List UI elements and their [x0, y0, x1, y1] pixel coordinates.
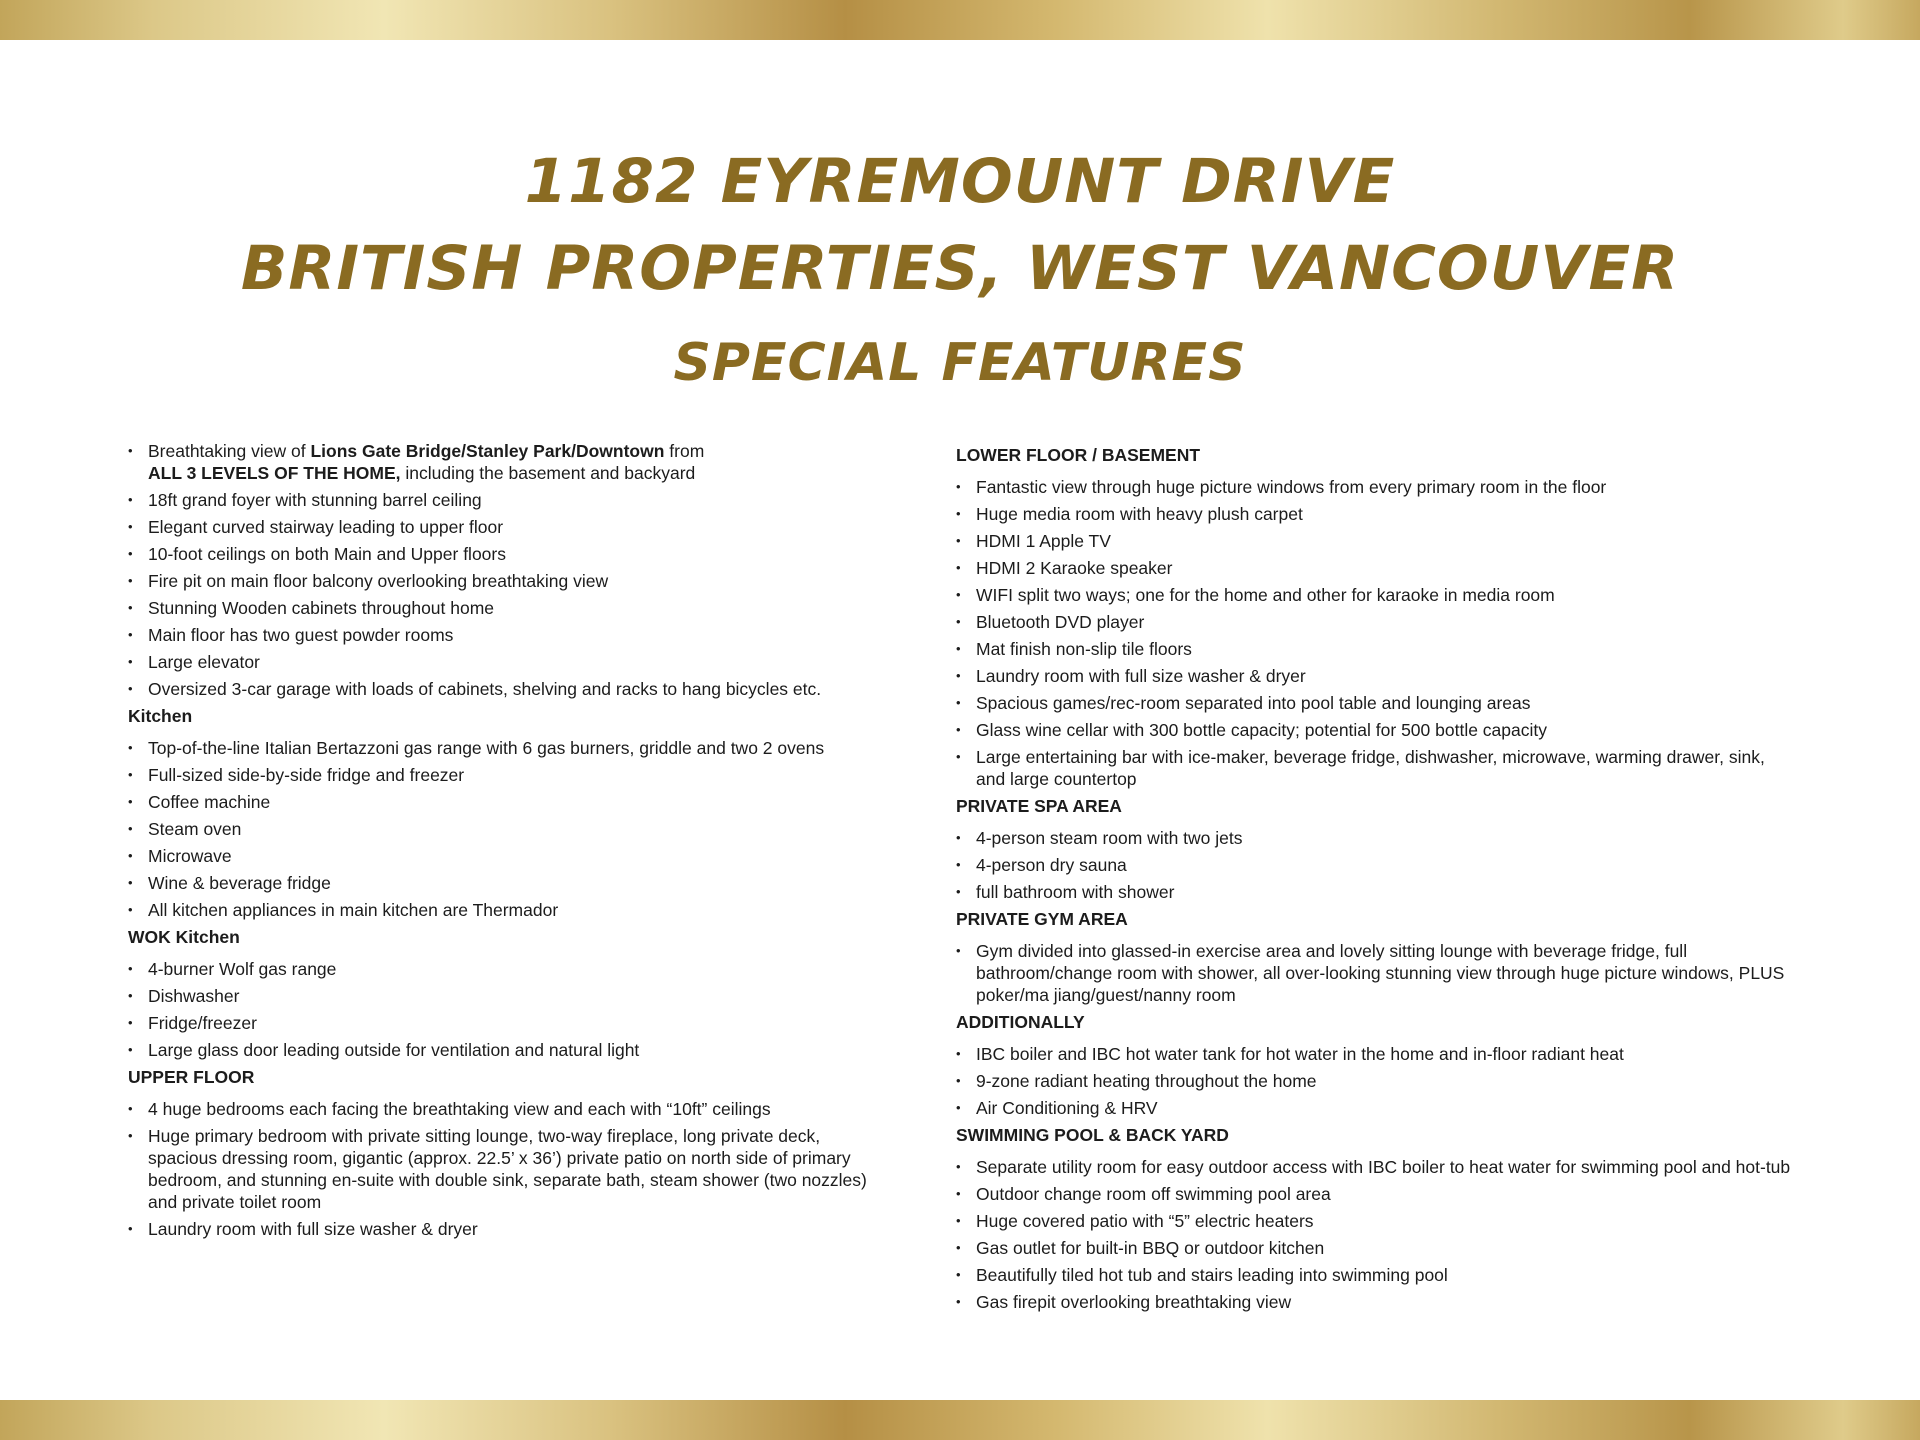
section-heading-upper-floor: UPPER FLOOR: [128, 1067, 255, 1087]
title-special-features: SPECIAL FEATURES: [673, 333, 1247, 393]
list-item: • Full-sized side-by-side fridge and freezer: [128, 764, 888, 786]
list-item: • 10-foot ceilings on both Main and Upper floors: [128, 543, 888, 565]
title-location: BRITISH PROPERTIES, WEST VANCOUVER: [240, 233, 1680, 304]
list-item: • Stunning Wooden cabinets throughout home: [128, 597, 888, 619]
list-item: • Large glass door leading outside for ventilation and natural light: [128, 1039, 888, 1061]
spa-feature-list: [956, 827, 1796, 903]
list-item: • Beautifully tiled hot tub and stairs leading into swimming pool: [956, 1264, 1796, 1286]
list-item: • Large elevator: [128, 651, 888, 673]
list-item: • Gym divided into glassed-in exercise area and lovely sitting lounge with beverage fridge, full bathroom/change room with shower, all over-looking stunning view through huge picture windows, PLUS poker/ma jiang/guest/nanny room: [956, 940, 1796, 1006]
list-item: • Separate utility room for easy outdoor access with IBC boiler to heat water for swimming pool and hot-tub: [956, 1156, 1796, 1178]
top-gold-band: [0, 0, 1920, 40]
list-item: • Top-of-the-line Italian Bertazzoni gas range with 6 gas burners, griddle and two 2 ovens: [128, 737, 888, 759]
upper-floor-feature-list: [128, 1098, 888, 1240]
list-item: • Fridge/freezer: [128, 1012, 888, 1034]
additional-feature-list: [956, 1043, 1796, 1119]
list-item: • Huge media room with heavy plush carpet: [956, 503, 1796, 525]
list-item: • Wine & beverage fridge: [128, 872, 888, 894]
list-item: • Glass wine cellar with 300 bottle capacity; potential for 500 bottle capacity: [956, 719, 1796, 741]
list-item: • Bluetooth DVD player: [956, 611, 1796, 633]
list-item: • 4 huge bedrooms each facing the breathtaking view and each with “10ft” ceilings: [128, 1098, 888, 1120]
list-item: • Huge covered patio with “5” electric heaters: [956, 1210, 1796, 1232]
list-item: • Air Conditioning & HRV: [956, 1097, 1796, 1119]
list-item: • Coffee machine: [128, 791, 888, 813]
list-item: • Mat finish non-slip tile floors: [956, 638, 1796, 660]
section-heading-kitchen: Kitchen: [128, 706, 193, 726]
list-item: • Fire pit on main floor balcony overlooking breathtaking view: [128, 570, 888, 592]
left-column: [128, 440, 888, 1245]
list-item: • Oversized 3-car garage with loads of cabinets, shelving and racks to hang bicycles etc.: [128, 678, 888, 700]
list-item: • Outdoor change room off swimming pool area: [956, 1183, 1796, 1205]
bottom-gold-band: [0, 1400, 1920, 1440]
list-item: • Laundry room with full size washer & dryer: [956, 665, 1796, 687]
list-item: • 4-person dry sauna: [956, 854, 1796, 876]
list-item: • IBC boiler and IBC hot water tank for hot water in the home and in-floor radiant heat: [956, 1043, 1796, 1065]
list-item: • Dishwasher: [128, 985, 888, 1007]
list-item: • 4-burner Wolf gas range: [128, 958, 888, 980]
section-heading-gym: PRIVATE GYM AREA: [956, 909, 1128, 929]
section-heading-spa: PRIVATE SPA AREA: [956, 796, 1122, 816]
pool-feature-list: [956, 1156, 1796, 1313]
list-item: • Gas outlet for built-in BBQ or outdoor kitchen: [956, 1237, 1796, 1259]
list-item: • Huge primary bedroom with private sitting lounge, two-way fireplace, long private deck, spacious dressing room, gigantic (approx. 22.5’ x 36’) private patio on north side of primary bedroom, and stunning en-suite with double sink, separate bath, steam shower (two nozzles) and private toilet room: [128, 1125, 888, 1213]
section-heading-pool: SWIMMING POOL & BACK YARD: [956, 1125, 1229, 1145]
list-item: • Breathtaking view of Lions Gate Bridge/Stanley Park/Downtown from ALL 3 LEVELS OF THE HOME, including the basement and backyard: [128, 440, 888, 484]
highlight-locations: Lions Gate Bridge/Stanley Park/Downtown: [310, 441, 665, 461]
section-heading-lower-floor: LOWER FLOOR / BASEMENT: [956, 445, 1201, 465]
lower-floor-feature-list: [956, 476, 1796, 790]
list-item: • Gas firepit overlooking breathtaking view: [956, 1291, 1796, 1313]
list-item: • WIFI split two ways; one for the home and other for karaoke in media room: [956, 584, 1796, 606]
list-item: • Elegant curved stairway leading to upper floor: [128, 516, 888, 538]
list-item: • Microwave: [128, 845, 888, 867]
list-item: • Laundry room with full size washer & dryer: [128, 1218, 888, 1240]
list-item: • Steam oven: [128, 818, 888, 840]
list-item: • Spacious games/rec-room separated into pool table and lounging areas: [956, 692, 1796, 714]
list-item: • Main floor has two guest powder rooms: [128, 624, 888, 646]
list-item: • 18ft grand foyer with stunning barrel ceiling: [128, 489, 888, 511]
intro-feature-list: [128, 440, 888, 700]
gym-feature-list: [956, 940, 1796, 1006]
section-heading-additionally: ADDITIONALLY: [956, 1012, 1085, 1032]
section-heading-wok-kitchen: WOK Kitchen: [128, 927, 240, 947]
highlight-levels: ALL 3 LEVELS OF THE HOME,: [148, 463, 401, 483]
list-item: • full bathroom with shower: [956, 881, 1796, 903]
list-item: • 4-person steam room with two jets: [956, 827, 1796, 849]
list-item: • Fantastic view through huge picture windows from every primary room in the floor: [956, 476, 1796, 498]
right-column: [956, 440, 1796, 1318]
wok-kitchen-feature-list: [128, 958, 888, 1061]
list-item: • HDMI 1 Apple TV: [956, 530, 1796, 552]
list-item: • Large entertaining bar with ice-maker, beverage fridge, dishwasher, microwave, warming drawer, sink, and large countertop: [956, 746, 1796, 790]
list-item: • All kitchen appliances in main kitchen are Thermador: [128, 899, 888, 921]
list-item: • 9-zone radiant heating throughout the home: [956, 1070, 1796, 1092]
title-address: 1182 EYREMOUNT DRIVE: [524, 146, 1396, 217]
list-item: • HDMI 2 Karaoke speaker: [956, 557, 1796, 579]
kitchen-feature-list: [128, 737, 888, 921]
